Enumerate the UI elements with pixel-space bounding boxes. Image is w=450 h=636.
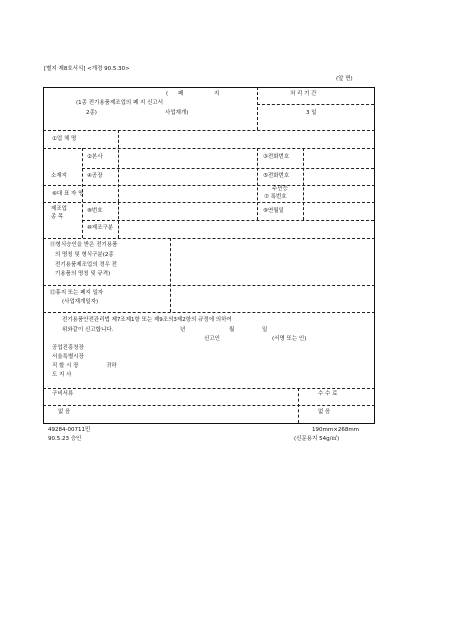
approval-date: 90.5.23 승인	[48, 436, 82, 442]
approval-label-4: 기용품의 명칭 및 규격)	[55, 271, 111, 277]
factory-label: ④공장	[87, 173, 103, 179]
title-line-left: 2종)	[86, 110, 97, 116]
title-word-stop: 지	[214, 91, 220, 97]
declaration-day: 일	[262, 327, 268, 333]
declaration-month: 월	[229, 327, 235, 333]
required-documents-none: 없 음	[58, 409, 71, 415]
fee-none: 없 음	[318, 409, 331, 415]
processing-period-header: 처 리 기 간	[290, 91, 317, 97]
manufacture-class-label: ⑩제조구분	[87, 225, 114, 231]
recipient-honorific: 귀하	[106, 363, 117, 369]
paper-type: (신문용지 54g/㎡)	[294, 436, 340, 442]
processing-period-value: 3 일	[306, 110, 317, 116]
form-code: 49284-00711민	[48, 427, 91, 433]
closure-date-label-1: ⑫휴지 또는 폐지 일자	[50, 290, 104, 296]
product-label-2: 종 목	[51, 214, 64, 220]
item-date-label: ⑨연월일	[263, 208, 284, 214]
required-documents-label: 구비서류	[52, 391, 74, 397]
phone-head-office-label: ③전화번호	[263, 154, 290, 160]
recipient-4: 도 지 사	[52, 372, 72, 378]
title-paren-open: (	[166, 91, 169, 97]
closure-date-label-2: (사업재개일자)	[62, 299, 99, 305]
declaration-line-1: 전기용품안전관리법 제7조제1항 또는 제9조의3제2항의 규정에 의하여	[62, 317, 232, 323]
title-line-right: 사업재개)	[165, 110, 189, 116]
approval-label-3: 전기용품제조업의 경우 전	[55, 262, 117, 268]
form-number: [별지 제8호서식] <개정 90.5.30>	[44, 66, 130, 72]
representative-label: ⑥대 표 자 명	[52, 191, 84, 197]
title-word-close: 폐	[178, 91, 184, 97]
declaration-year: 년	[180, 327, 186, 333]
title-line-main: (1종 전기용품제조업의 폐 지 신고서	[76, 100, 164, 106]
page-side-label: (앞 면)	[336, 76, 353, 82]
approval-label-1: ⑪형식승인을 받은 전기용품	[50, 242, 118, 248]
phone-factory-label: ⑤전화번호	[263, 173, 290, 179]
product-label-1: 제조업	[51, 206, 67, 212]
head-office-label: ②본사	[87, 154, 103, 160]
signature-label: (서명 또는 인)	[272, 336, 307, 342]
recipient-3: 직 할 시 장	[52, 363, 79, 369]
recipient-1: 공업진흥청장	[52, 345, 84, 351]
paper-size: 190mm×268mm	[312, 427, 360, 433]
approval-label-2: 의 명칭 및 형식구분(2종	[55, 252, 114, 258]
resident-no-label-2: ⑦ 록번호	[264, 194, 287, 200]
recipient-2: 서울특별시장	[52, 354, 84, 360]
applicant-label: 신고인	[204, 336, 220, 342]
fee-header: 수 수 료	[318, 391, 338, 397]
declaration-line-2: 위와같이 신고합니다.	[62, 327, 114, 333]
company-name-label: ①업 체 명	[52, 136, 77, 142]
item-number-label: ⑧번호	[87, 208, 103, 214]
resident-no-label-1: 주민등	[272, 186, 288, 192]
location-label: 소재지	[51, 173, 67, 179]
